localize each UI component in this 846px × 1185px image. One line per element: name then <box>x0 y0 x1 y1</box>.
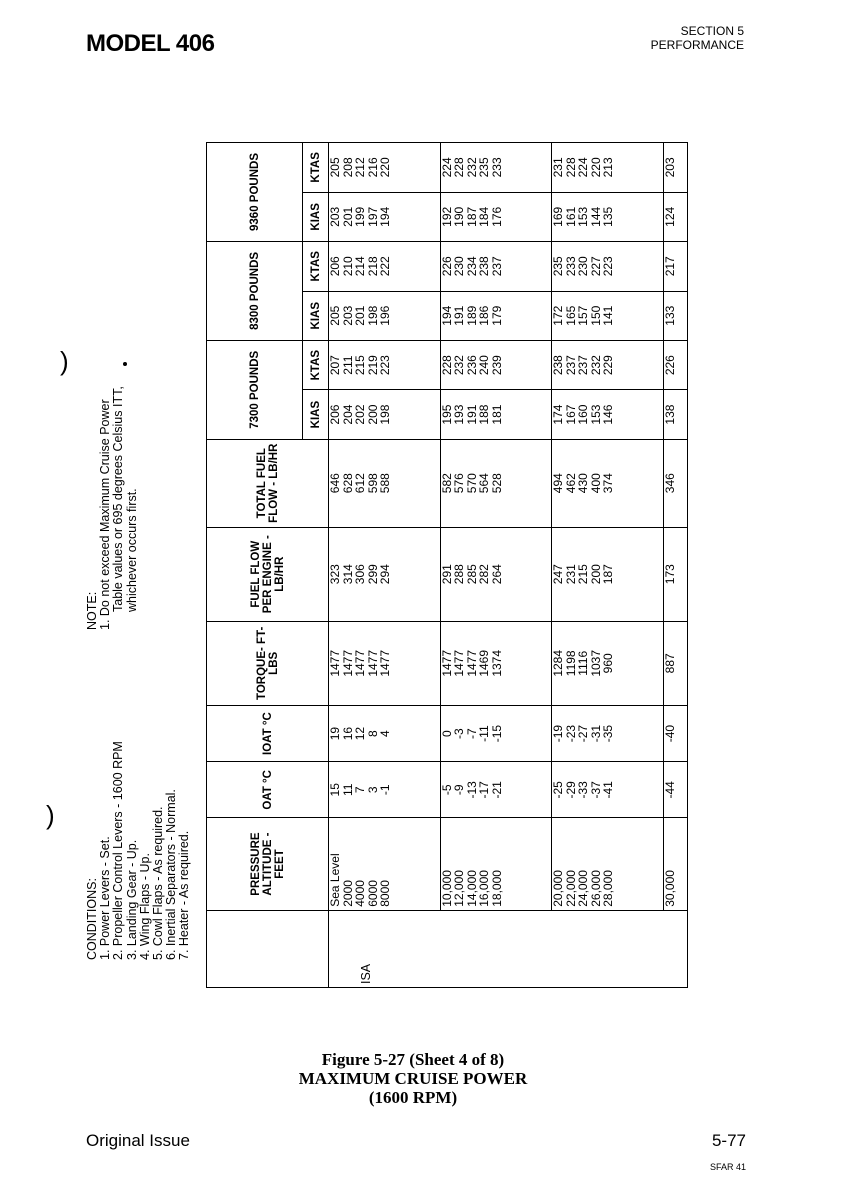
altitude-cell: 20,000 22,000 24,000 26,000 28,000 <box>552 818 664 910</box>
kias-7300-cell: 138 <box>664 390 688 439</box>
ioat-cell: 0 -3 -7 -11 -15 <box>440 705 552 761</box>
note-line: Table values or 695 degrees Celsius ITT, <box>111 386 126 612</box>
total-fuel-flow-cell: 582 576 570 564 528 <box>440 439 552 527</box>
weight-7300-header: 7300 POUNDS <box>207 340 303 439</box>
ktas-8300-cell: 235 233 230 227 223 <box>552 241 664 291</box>
oat-cell: -5 -9 -13 -17 -21 <box>440 762 552 818</box>
performance-label: PERFORMANCE <box>650 38 744 52</box>
kias-9360-cell: 192 190 187 184 176 <box>440 192 552 241</box>
kias-8300-cell: 172 165 157 150 141 <box>552 291 664 340</box>
ktas-8300-cell: 226 230 234 238 237 <box>440 241 552 291</box>
ktas-9360-cell: 231 228 224 220 213 <box>552 143 664 193</box>
section-header <box>651 24 744 52</box>
ktas-7300-cell: 207 211 215 219 223 <box>329 340 441 390</box>
ktas-9360-cell: 205 208 212 216 220 <box>329 143 441 193</box>
ktas-8300-cell: 217 <box>664 241 688 291</box>
isa-label: ISA <box>329 910 688 987</box>
kias-8300-cell: 133 <box>664 291 688 340</box>
table-row <box>552 143 664 988</box>
condition-item: 2. Propeller Control Levers - 1600 RPM <box>111 741 126 960</box>
oat-cell: 15 11 7 3 -1 <box>329 762 441 818</box>
section-label: SECTION 5 <box>680 24 744 38</box>
handwritten-mark-bottom: ) <box>46 800 55 830</box>
oat-header: OAT °C <box>207 762 329 818</box>
figure-caption <box>0 1050 826 1107</box>
kias-8300-cell: 205 203 201 198 196 <box>329 291 441 340</box>
ktas-header: KTAS <box>303 143 329 193</box>
ktas-7300-cell: 238 237 237 232 229 <box>552 340 664 390</box>
dot-mark <box>123 362 127 366</box>
torque-cell: 1284 1198 1116 1037 960 <box>552 621 664 705</box>
torque-cell: 1477 1477 1477 1469 1374 <box>440 621 552 705</box>
kias-header: KIAS <box>303 291 329 340</box>
table-row <box>440 143 552 988</box>
kias-header: KIAS <box>303 192 329 241</box>
torque-cell: 1477 1477 1477 1477 1477 <box>329 621 441 705</box>
torque-header: TORQUE- FT-LBS <box>207 621 329 705</box>
ioat-header: IOAT °C <box>207 705 329 761</box>
total-fuel-flow-header: TOTAL FUEL FLOW - LB/HR <box>207 439 329 527</box>
condition-item: 5. Cowl Flaps - As required. <box>151 806 166 960</box>
note-line: whichever occurs first. <box>124 488 139 612</box>
kias-header: KIAS <box>303 390 329 439</box>
isa-header-cell <box>207 910 329 987</box>
caption-line-3: (1600 RPM) <box>368 1088 458 1107</box>
oat-cell: -25 -29 -33 -37 -41 <box>552 762 664 818</box>
fuel-flow-engine-cell: 291 288 285 282 264 <box>440 527 552 621</box>
conditions-title: CONDITIONS: <box>85 878 99 960</box>
model-title: MODEL 406 <box>86 30 215 57</box>
table-row <box>664 143 688 988</box>
fuel-flow-engine-cell: 323 314 306 299 294 <box>329 527 441 621</box>
ktas-7300-cell: 226 <box>664 340 688 390</box>
performance-table <box>206 142 688 988</box>
altitude-cell: 30,000 <box>664 818 688 910</box>
condition-item: 3. Landing Gear - Up. <box>124 839 139 960</box>
caption-line-2: MAXIMUM CRUISE POWER <box>298 1069 528 1088</box>
total-fuel-flow-cell: 494 462 430 400 374 <box>552 439 664 527</box>
kias-7300-cell: 195 193 191 188 181 <box>440 390 552 439</box>
issue-label: Original Issue <box>86 1131 190 1150</box>
ktas-7300-cell: 228 232 236 240 239 <box>440 340 552 390</box>
sfar-label: SFAR 41 <box>709 1162 746 1172</box>
total-fuel-flow-cell: 646 628 612 598 588 <box>329 439 441 527</box>
fuel-flow-engine-header: FUEL FLOW PER ENGINE - LB/HR <box>207 527 329 621</box>
condition-item: 1. Power Levers - Set. <box>98 836 113 960</box>
ktas-header: KTAS <box>303 241 329 291</box>
condition-item: 7. Heater - As required. <box>177 830 192 960</box>
ioat-cell: 19 16 12 8 4 <box>329 705 441 761</box>
caption-line-1: Figure 5-27 (Sheet 4 of 8) <box>321 1050 505 1069</box>
kias-7300-cell: 206 204 202 200 198 <box>329 390 441 439</box>
torque-cell: 887 <box>664 621 688 705</box>
fuel-flow-engine-cell: 173 <box>664 527 688 621</box>
altitude-header: PRESSURE ALTITUDE - FEET <box>207 818 329 910</box>
ktas-8300-cell: 206 210 214 218 222 <box>329 241 441 291</box>
page-number: 5-77 <box>711 1131 746 1150</box>
condition-item: 4. Wing Flaps - Up. <box>137 853 152 960</box>
condition-item: 6. Inertial Separators - Normal. <box>164 789 179 960</box>
ktas-header: KTAS <box>303 340 329 390</box>
kias-9360-cell: 169 161 153 144 135 <box>552 192 664 241</box>
weight-8300-header: 8300 POUNDS <box>207 241 303 340</box>
conditions-block <box>86 741 192 960</box>
fuel-flow-engine-cell: 247 231 215 200 187 <box>552 527 664 621</box>
handwritten-mark-top: ) <box>60 346 69 376</box>
weight-9360-header: 9360 POUNDS <box>207 143 303 242</box>
oat-cell: -44 <box>664 762 688 818</box>
total-fuel-flow-cell: 346 <box>664 439 688 527</box>
note-line: 1. Do not exceed Maximum Cruise Power <box>98 399 113 630</box>
table-row <box>329 143 441 988</box>
altitude-cell: Sea Level 2000 4000 6000 8000 <box>329 818 441 910</box>
altitude-cell: 10,000 12,000 14,000 16,000 18,000 <box>440 818 552 910</box>
kias-8300-cell: 194 191 189 186 179 <box>440 291 552 340</box>
kias-7300-cell: 174 167 160 153 146 <box>552 390 664 439</box>
ioat-cell: -40 <box>664 705 688 761</box>
ioat-cell: -19 -23 -27 -31 -35 <box>552 705 664 761</box>
ktas-9360-cell: 203 <box>664 143 688 193</box>
note-title: NOTE: <box>85 591 99 630</box>
ktas-9360-cell: 224 228 232 235 233 <box>440 143 552 193</box>
note-block <box>86 386 139 630</box>
kias-9360-cell: 124 <box>664 192 688 241</box>
kias-9360-cell: 203 201 199 197 194 <box>329 192 441 241</box>
